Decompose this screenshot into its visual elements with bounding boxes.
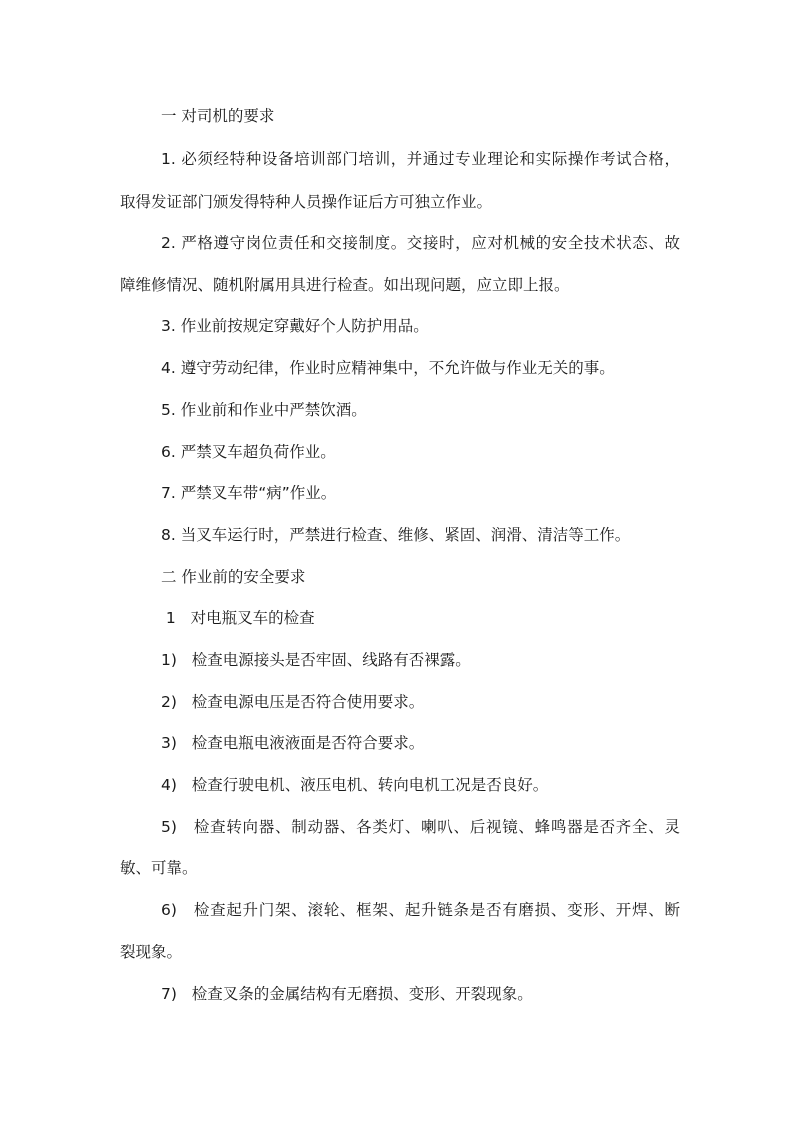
paragraph-item-1-line-1: 1. 必须经特种设备培训部门培训，并通过专业理论和实际操作考试合格， — [161, 150, 680, 168]
paragraph-item-6: 6. 严禁叉车超负荷作业。 — [161, 443, 336, 461]
check-item-6-line-1: 6) 检查起升门架、滚轮、框架、起升链条是否有磨损、变形、开焊、断 — [161, 901, 680, 919]
check-item-4: 4) 检查行驶电机、液压电机、转向电机工况是否良好。 — [161, 776, 549, 794]
check-item-6-line-2: 裂现象。 — [120, 943, 183, 961]
paragraph-item-3: 3. 作业前按规定穿戴好个人防护用品。 — [161, 317, 429, 335]
paragraph-item-2-line-2: 障维修情况、随机附属用具进行检查。如出现问题，应立即上报。 — [120, 276, 570, 294]
check-item-1: 1) 检查电源接头是否牢固、线路有否裸露。 — [161, 651, 471, 669]
subsection-heading-battery-forklift: 1 对电瓶叉车的检查 — [161, 609, 315, 627]
paragraph-item-5: 5. 作业前和作业中严禁饮酒。 — [161, 401, 367, 419]
paragraph-item-8: 8. 当叉车运行时，严禁进行检查、维修、紧固、润滑、清洁等工作。 — [161, 526, 631, 544]
check-item-2: 2) 检查电源电压是否符合使用要求。 — [161, 693, 425, 711]
section-heading-driver-requirements: 一 对司机的要求 — [161, 107, 275, 125]
check-item-7: 7) 检查叉条的金属结构有无磨损、变形、开裂现象。 — [161, 985, 533, 1003]
section-heading-pre-operation: 二 作业前的安全要求 — [161, 568, 306, 586]
paragraph-item-4: 4. 遵守劳动纪律，作业时应精神集中，不允许做与作业无关的事。 — [161, 359, 615, 377]
paragraph-item-1-line-2: 取得发证部门颁发得特种人员操作证后方可独立作业。 — [120, 193, 493, 211]
paragraph-item-2-line-1: 2. 严格遵守岗位责任和交接制度。交接时，应对机械的安全技术状态、故 — [161, 234, 680, 252]
check-item-5-line-2: 敏、可靠。 — [120, 859, 198, 877]
check-item-3: 3) 检查电瓶电液液面是否符合要求。 — [161, 734, 425, 752]
check-item-5-line-1: 5) 检查转向器、制动器、各类灯、喇叭、后视镜、蜂鸣器是否齐全、灵 — [161, 818, 680, 836]
paragraph-item-7: 7. 严禁叉车带“病”作业。 — [161, 484, 337, 502]
